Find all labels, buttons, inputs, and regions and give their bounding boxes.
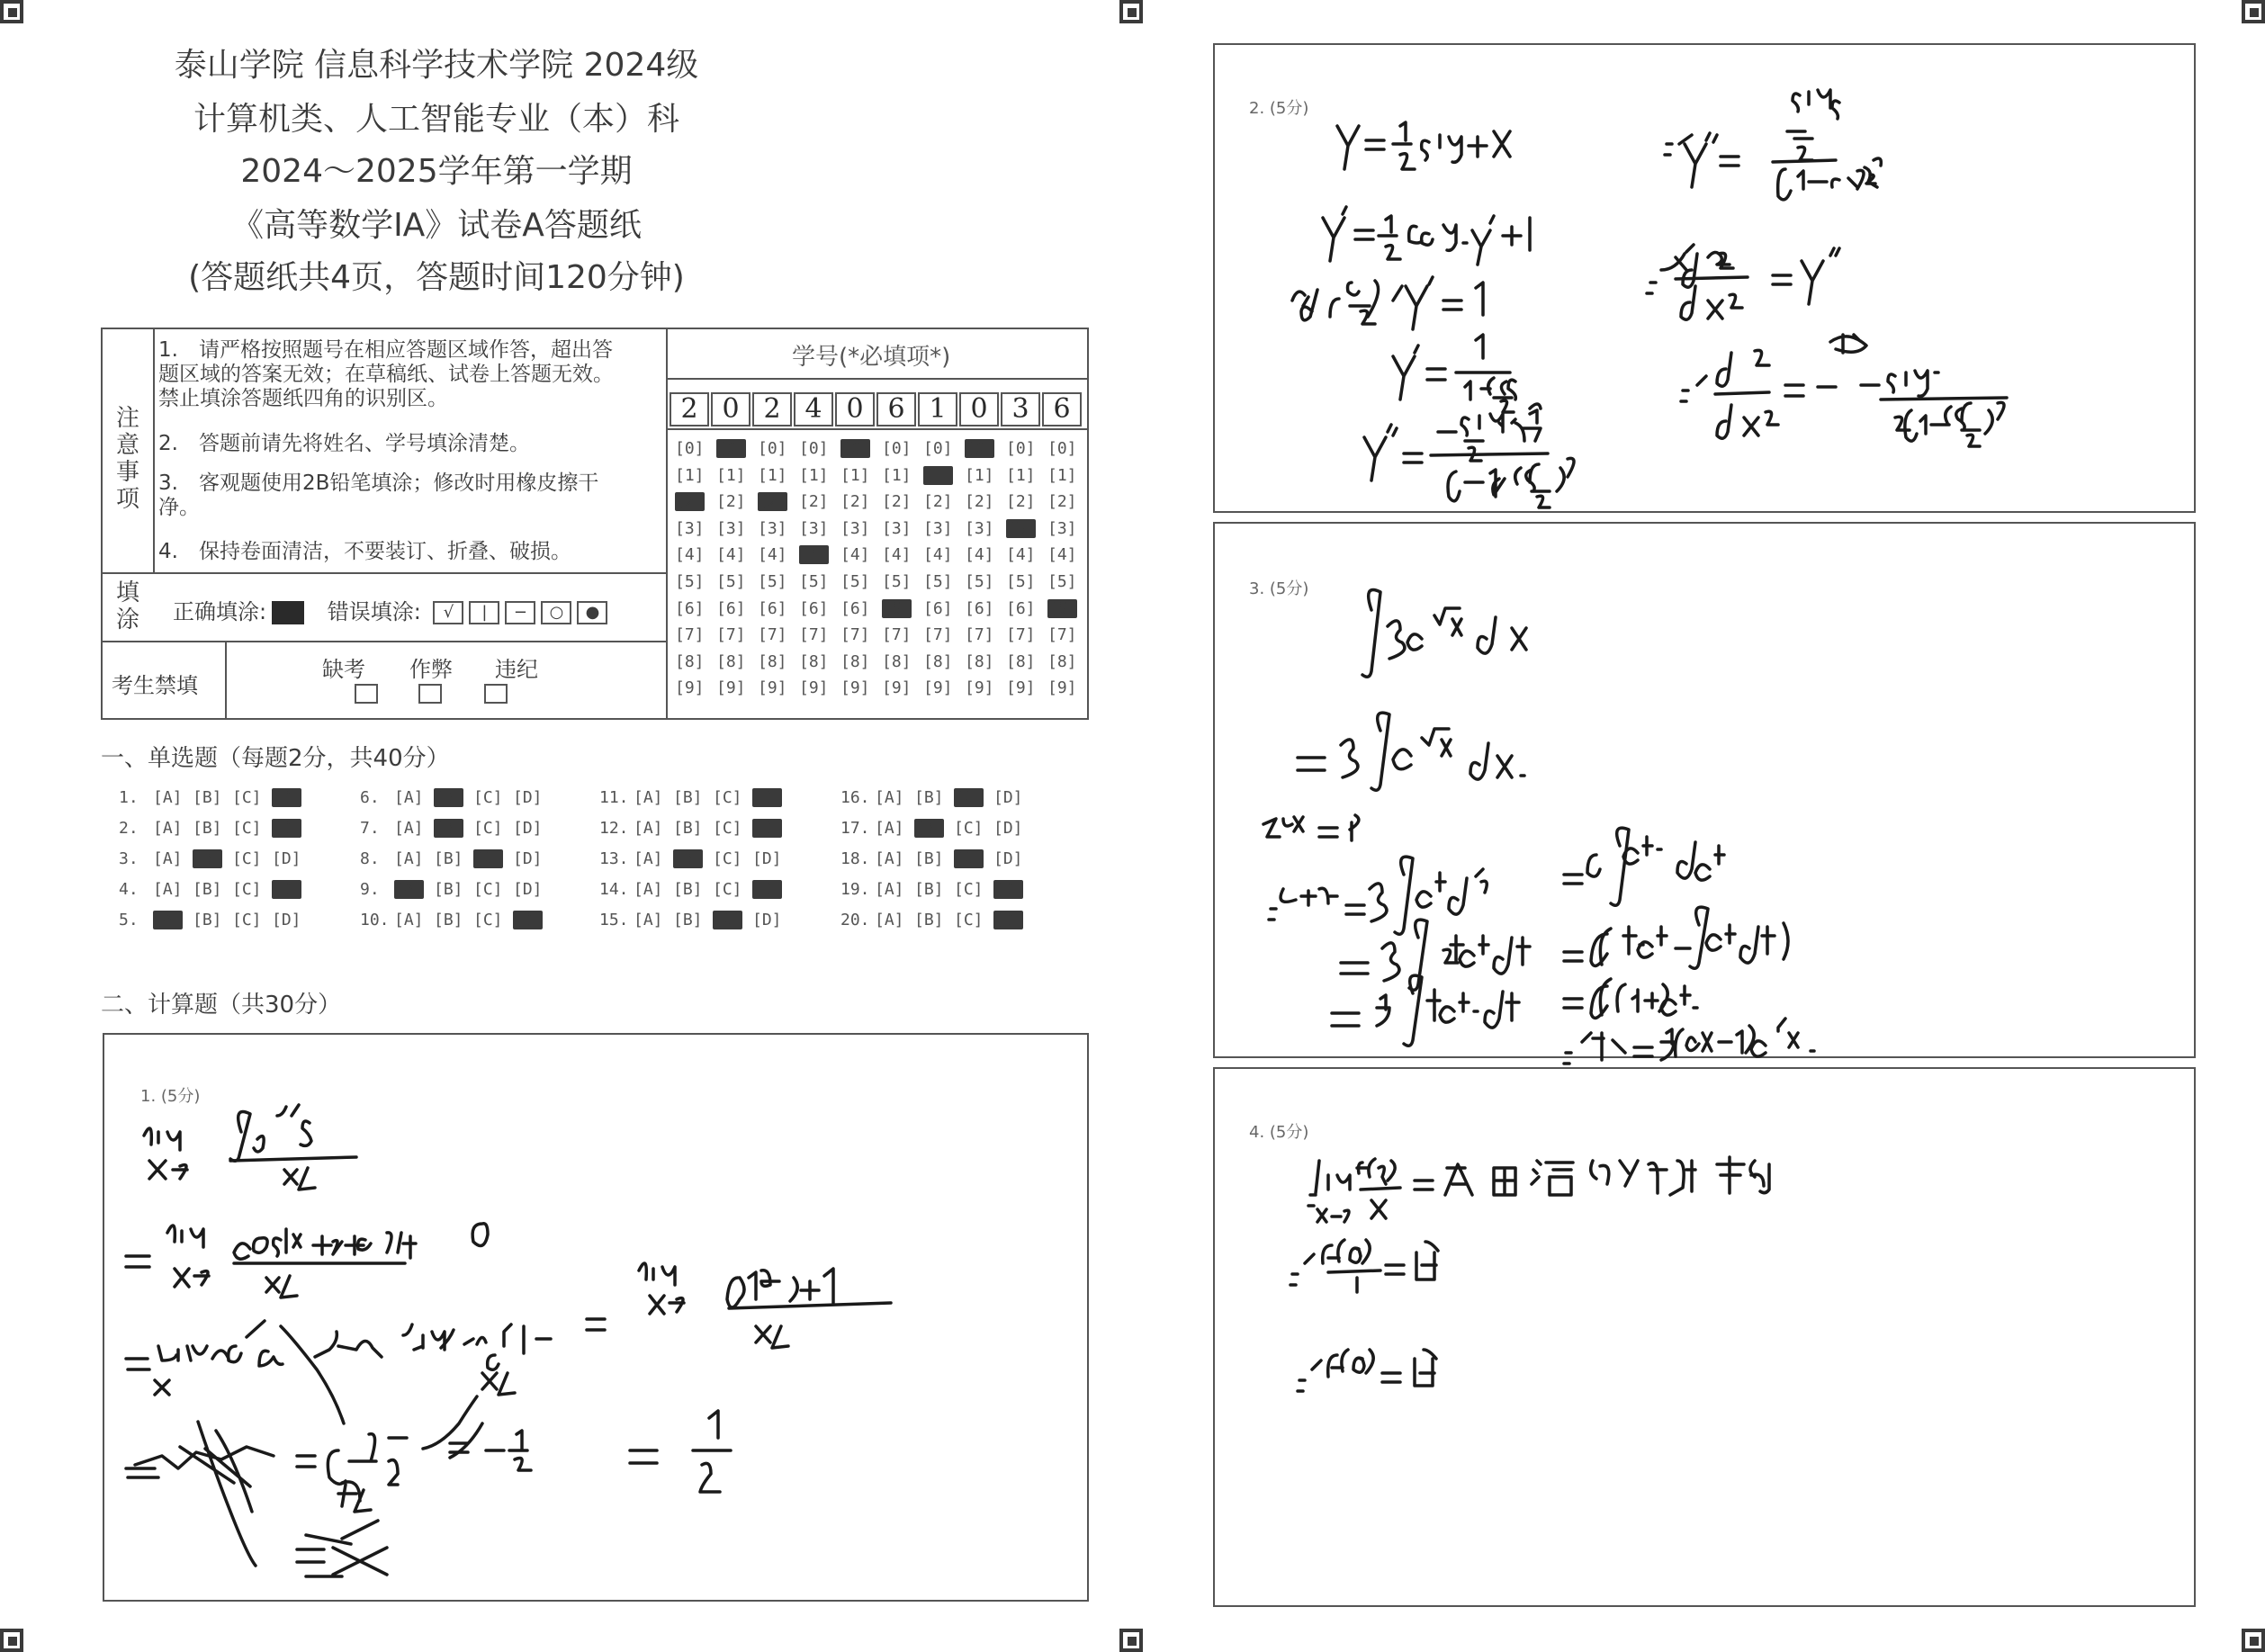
mcq-option-a[interactable]: [A] [875,819,904,838]
mcq-option-c[interactable]: [C] [954,911,984,929]
wrong-fill-label: 错误填涂: [327,599,421,624]
answer-box-3-label: 3. (5分) [1249,579,1309,598]
mcq-number: 11. [599,788,629,807]
mcq-number: 10. [360,911,390,929]
student-id-bubble[interactable]: [8] [1006,651,1036,671]
mcq-option-c[interactable]: [C] [713,819,742,838]
mcq-option-b[interactable]: [B] [914,880,944,899]
mcq-option-c[interactable]: [C] [954,788,984,807]
student-id-bubble[interactable]: [5] [840,572,870,591]
student-id-bubble[interactable]: [8] [758,651,787,671]
student-id-digit[interactable]: 3 [1001,392,1040,426]
student-id-bubble[interactable]: [7] [1047,625,1077,645]
mcq-option-c[interactable]: [C] [473,819,503,838]
mcq-option-a[interactable]: [A] [394,849,424,868]
student-id-bubble[interactable]: [0] [965,439,994,458]
absent-label: 缺考 [322,657,365,682]
mcq-option-c[interactable]: [C] [954,849,984,868]
mcq-option-c[interactable]: [C] [713,880,742,899]
mcq-number: 13. [599,849,629,868]
student-id-bubble[interactable]: [0] [758,439,787,458]
student-id-bubble[interactable]: [2] [675,492,705,512]
mcq-option-a[interactable]: [A] [153,849,183,868]
answer-box-2[interactable] [1213,43,2196,513]
student-id-bubble[interactable]: [0] [799,439,829,458]
answer-box-1[interactable] [103,1033,1089,1602]
student-id-bubble[interactable]: [4] [716,545,746,565]
student-id-bubble[interactable]: [4] [840,545,870,565]
student-id-bubble[interactable]: [3] [758,518,787,538]
header-college: 泰山学院 信息科学技术学院 2024级 [174,47,699,84]
mcq-option-b[interactable]: [B] [914,819,944,838]
mcq-option-b[interactable]: [B] [673,880,703,899]
mcq-option-d[interactable]: [D] [513,911,543,929]
student-id-bubble[interactable]: [4] [758,545,787,565]
mcq-option-a[interactable]: [A] [634,911,663,929]
wrong-mark-check: √ [433,601,463,624]
student-id-bubble[interactable]: [6] [840,598,870,618]
student-id-bubble[interactable]: [5] [965,572,994,591]
notice-item-4: 4. 保持卷面清洁，不要装订、折叠、破损。 [158,540,571,563]
mcq-number: 18. [840,849,870,868]
student-id-bubble[interactable]: [1] [675,465,705,485]
mcq-option-b[interactable]: [B] [914,849,944,868]
student-id-bubble[interactable]: [0] [1047,439,1077,458]
student-id-bubble[interactable]: [5] [716,572,746,591]
student-id-bubble[interactable]: [5] [1006,572,1036,591]
mcq-option-a[interactable]: [A] [875,788,904,807]
mcq-option-b[interactable]: [B] [434,788,463,807]
student-id-bubble[interactable]: [7] [758,625,787,645]
wrong-mark-dash: − [505,601,535,624]
mcq-option-c[interactable]: [C] [473,880,503,899]
student-id-bubble[interactable]: [4] [1047,545,1077,565]
corner-marker-top-center [1119,0,1143,23]
mcq-option-c[interactable]: [C] [232,849,262,868]
corner-marker-bottom-center [1119,1629,1143,1652]
answer-box-2-label: 2. (5分) [1249,99,1309,118]
mcq-option-c[interactable]: [C] [232,788,262,807]
student-id-bubble[interactable]: [6] [1047,598,1077,618]
mcq-option-d[interactable]: [D] [272,880,301,899]
mcq-option-b[interactable]: [B] [434,819,463,838]
mcq-option-d[interactable]: [D] [993,911,1023,929]
mcq-option-b[interactable]: [B] [193,849,222,868]
notice-item-3: 3. 客观题使用2B铅笔填涂；修改时用橡皮擦干净。 [158,471,599,519]
student-id-bubble[interactable]: [1] [716,465,746,485]
student-id-bubble[interactable]: [0] [1006,439,1036,458]
student-id-digit[interactable]: 0 [959,392,999,426]
mcq-option-b[interactable]: [B] [193,911,222,929]
header-info: (答题纸共4页，答题时间120分钟) [188,259,685,296]
student-id-bubble[interactable]: [6] [675,598,705,618]
student-id-bubble[interactable]: [7] [882,625,912,645]
exam-status-label: 考生禁填 [112,673,198,698]
student-id-bubble[interactable]: [7] [840,625,870,645]
mcq-option-d[interactable]: [D] [752,880,782,899]
student-id-bubble[interactable]: [7] [923,625,953,645]
student-id-digit[interactable]: 0 [711,392,751,426]
mcq-option-d[interactable]: [D] [752,911,782,929]
student-id-bubble[interactable]: [4] [923,545,953,565]
mcq-number: 20. [840,911,870,929]
mcq-option-a[interactable]: [A] [394,911,424,929]
mcq-option-d[interactable]: [D] [993,849,1023,868]
mcq-option-b[interactable]: [B] [193,819,222,838]
student-id-title: 学号(*必填项*) [792,344,951,371]
student-id-bubble[interactable]: [5] [758,572,787,591]
mcq-number: 6. [360,788,380,807]
header-major: 计算机类、人工智能专业（本）科 [193,101,679,138]
answer-box-3[interactable] [1213,522,2196,1058]
student-id-bubble[interactable]: [5] [882,572,912,591]
correct-fill-label: 正确填涂: [173,599,267,624]
student-id-digit[interactable]: 2 [752,392,792,426]
mcq-option-d[interactable]: [D] [752,819,782,838]
notice-item-2: 2. 答题前请先将姓名、学号填涂清楚。 [158,432,530,455]
student-id-bubble[interactable]: [0] [716,439,746,458]
student-id-bubble[interactable]: [7] [716,625,746,645]
mcq-option-a[interactable]: [A] [634,788,663,807]
mcq-option-b[interactable]: [B] [914,911,944,929]
answer-box-4-label: 4. (5分) [1249,1123,1309,1142]
mcq-option-a[interactable]: [A] [875,880,904,899]
mcq-number: 5. [119,911,139,929]
student-id-bubble[interactable]: [6] [799,598,829,618]
student-id-bubble[interactable]: [0] [882,439,912,458]
mcq-option-b[interactable]: [B] [193,788,222,807]
mcq-number: 1. [119,788,139,807]
mcq-option-d[interactable]: [D] [513,880,543,899]
student-id-bubble[interactable]: [1] [923,465,953,485]
student-id-digit[interactable]: 1 [918,392,957,426]
mcq-option-d[interactable]: [D] [272,849,301,868]
mcq-number: 16. [840,788,870,807]
corner-marker-bottom-left [0,1629,23,1652]
student-id-bubble[interactable]: [9] [1047,678,1077,698]
student-id-bubble[interactable]: [2] [965,492,994,512]
notice-item-1: 1. 请严格按照题号在相应答题区域作答，超出答题区域的答案无效；在草稿纸、试卷上答题无效。禁止填涂答题纸四角的识别区。 [158,338,614,410]
mcq-option-b[interactable]: [B] [193,880,222,899]
student-id-bubble[interactable]: [3] [882,518,912,538]
student-id-digit[interactable]: 2 [670,392,709,426]
mcq-option-d[interactable]: [D] [752,849,782,868]
mcq-option-c[interactable]: [C] [232,819,262,838]
student-id-bubble[interactable]: [6] [923,598,953,618]
student-id-bubble[interactable]: [0] [840,439,870,458]
student-id-bubble[interactable]: [7] [799,625,829,645]
student-id-bubble[interactable]: [8] [1047,651,1077,671]
student-id-bubble[interactable]: [2] [1047,492,1077,512]
corner-marker-top-left [0,0,23,23]
student-id-digit[interactable]: 0 [835,392,875,426]
mcq-option-a[interactable]: [A] [634,819,663,838]
student-id-bubble[interactable]: [6] [1006,598,1036,618]
mcq-number: 3. [119,849,139,868]
mcq-option-d[interactable]: [D] [272,788,301,807]
student-id-bubble[interactable]: [6] [758,598,787,618]
mcq-option-a[interactable]: [A] [634,880,663,899]
cheat-label: 作弊 [409,657,453,682]
student-id-bubble[interactable]: [4] [882,545,912,565]
student-id-bubble[interactable]: [4] [675,545,705,565]
mcq-option-a[interactable]: [A] [875,849,904,868]
student-id-bubble[interactable]: [5] [1047,572,1077,591]
student-id-bubble[interactable]: [6] [882,598,912,618]
mcq-number: 9. [360,880,380,899]
section1-title: 一、单选题（每题2分，共40分） [101,745,450,772]
student-id-bubble[interactable]: [2] [799,492,829,512]
student-id-bubble[interactable]: [3] [840,518,870,538]
mcq-option-c[interactable]: [C] [713,788,742,807]
student-id-bubble[interactable]: [7] [675,625,705,645]
wrong-mark-circle: ○ [541,601,571,624]
mcq-number: 15. [599,911,629,929]
violation-checkbox[interactable] [484,684,508,704]
student-id-bubble[interactable]: [8] [675,651,705,671]
student-id-bubble[interactable]: [0] [675,439,705,458]
mcq-option-b[interactable]: [B] [434,880,463,899]
mcq-option-a[interactable]: [A] [153,819,183,838]
answer-box-4[interactable] [1213,1067,2196,1607]
student-id-bubble[interactable]: [7] [1006,625,1036,645]
mcq-number: 14. [599,880,629,899]
mcq-option-a[interactable]: [A] [875,911,904,929]
student-id-bubble[interactable]: [1] [840,465,870,485]
student-id-bubble[interactable]: [8] [923,651,953,671]
student-id-bubble[interactable]: [9] [965,678,994,698]
mcq-option-b[interactable]: [B] [673,849,703,868]
student-id-bubble[interactable]: [3] [1006,518,1036,538]
violation-label: 违纪 [495,657,538,682]
student-id-bubble[interactable]: [3] [965,518,994,538]
student-id-bubble[interactable]: [2] [840,492,870,512]
student-id-bubble[interactable]: [2] [716,492,746,512]
answer-box-1-label: 1. (5分) [140,1087,201,1106]
notice-side-label: 注意事项 [115,405,139,513]
mcq-number: 4. [119,880,139,899]
mcq-number: 17. [840,819,870,838]
student-id-bubble[interactable]: [5] [675,572,705,591]
student-id-bubble[interactable]: [5] [799,572,829,591]
student-id-bubble[interactable]: [8] [840,651,870,671]
mcq-option-a[interactable]: [A] [153,788,183,807]
student-id-bubble[interactable]: [4] [965,545,994,565]
student-id-bubble[interactable]: [5] [923,572,953,591]
student-id-bubble[interactable]: [9] [840,678,870,698]
mcq-option-d[interactable]: [D] [513,788,543,807]
mcq-number: 7. [360,819,380,838]
mcq-option-d[interactable]: [D] [993,880,1023,899]
student-id-bubble[interactable]: [3] [923,518,953,538]
mcq-option-b[interactable]: [B] [914,788,944,807]
corner-marker-bottom-right [2242,1629,2265,1652]
mcq-number: 19. [840,880,870,899]
fill-example [173,594,607,625]
mcq-option-d[interactable]: [D] [993,819,1023,838]
mcq-option-a[interactable]: [A] [153,911,183,929]
mcq-option-b[interactable]: [B] [673,819,703,838]
student-id-bubble[interactable]: [0] [923,439,953,458]
mcq-option-d[interactable]: [D] [993,788,1023,807]
cheat-checkbox[interactable] [418,684,442,704]
student-id-digit[interactable]: 6 [876,392,916,426]
mcq-number: 12. [599,819,629,838]
mcq-option-b[interactable]: [B] [434,849,463,868]
mcq-option-d[interactable]: [D] [513,819,543,838]
mcq-option-c[interactable]: [C] [232,880,262,899]
student-id-bubble[interactable]: [3] [799,518,829,538]
mcq-option-b[interactable]: [B] [673,788,703,807]
wrong-mark-bar: | [469,601,499,624]
mcq-option-c[interactable]: [C] [954,819,984,838]
mcq-number: 8. [360,849,380,868]
mcq-option-c[interactable]: [C] [232,911,262,929]
student-id-bubble[interactable]: [2] [1006,492,1036,512]
student-id-bubble[interactable]: [9] [1006,678,1036,698]
mcq-option-c[interactable]: [C] [713,849,742,868]
student-id-bubble[interactable]: [6] [716,598,746,618]
student-id-bubble[interactable]: [8] [965,651,994,671]
mcq-option-d[interactable]: [D] [513,849,543,868]
student-id-bubble[interactable]: [9] [799,678,829,698]
mcq-option-a[interactable]: [A] [394,819,424,838]
student-id-bubble[interactable]: [3] [1047,518,1077,538]
student-id-bubble[interactable]: [8] [716,651,746,671]
student-id-bubble[interactable]: [1] [1047,465,1077,485]
corner-marker-top-right [2242,0,2265,23]
mcq-option-a[interactable]: [A] [153,880,183,899]
mcq-option-c[interactable]: [C] [713,911,742,929]
student-id-bubble[interactable]: [9] [675,678,705,698]
header-term: 2024～2025学年第一学期 [240,153,633,190]
student-id-bubble[interactable]: [4] [799,545,829,565]
student-id-bubble[interactable]: [9] [716,678,746,698]
mcq-number: 2. [119,819,139,838]
mcq-option-b[interactable]: [B] [673,911,703,929]
student-id-bubble[interactable]: [1] [758,465,787,485]
student-id-bubble[interactable]: [8] [799,651,829,671]
mcq-option-c[interactable]: [C] [473,911,503,929]
mcq-option-c[interactable]: [C] [473,788,503,807]
student-id-bubble[interactable]: [3] [716,518,746,538]
student-id-bubble[interactable]: [7] [965,625,994,645]
mcq-option-a[interactable]: [A] [634,849,663,868]
mcq-option-b[interactable]: [B] [434,911,463,929]
mcq-option-c[interactable]: [C] [954,880,984,899]
student-id-digit[interactable]: 4 [794,392,833,426]
student-id-bubble[interactable]: [1] [882,465,912,485]
correct-fill-swatch [272,601,304,624]
student-id-bubble[interactable]: [1] [1006,465,1036,485]
student-id-bubble[interactable]: [6] [965,598,994,618]
mcq-option-a[interactable]: [A] [394,880,424,899]
wrong-mark-dot: ● [577,601,607,624]
student-id-bubble[interactable]: [8] [882,651,912,671]
mcq-option-a[interactable]: [A] [394,788,424,807]
absent-checkbox[interactable] [355,684,378,704]
mcq-option-d[interactable]: [D] [272,819,301,838]
header-course: 《高等数学IA》试卷A答题纸 [231,207,642,244]
student-id-digit[interactable]: 6 [1042,392,1082,426]
mcq-option-c[interactable]: [C] [473,849,503,868]
student-id-bubble[interactable]: [3] [675,518,705,538]
student-id-bubble[interactable]: [2] [882,492,912,512]
student-id-bubble[interactable]: [9] [882,678,912,698]
section2-title: 二、计算题（共30分） [101,992,342,1019]
student-id-bubble[interactable]: [2] [758,492,787,512]
fill-side-label: 填涂 [115,579,139,633]
student-id-bubble[interactable]: [1] [965,465,994,485]
student-id-bubble[interactable]: [9] [758,678,787,698]
student-id-bubble[interactable]: [9] [923,678,953,698]
student-id-bubble[interactable]: [1] [799,465,829,485]
mcq-option-d[interactable]: [D] [272,911,301,929]
student-id-bubble[interactable]: [2] [923,492,953,512]
student-id-bubble[interactable]: [4] [1006,545,1036,565]
mcq-option-d[interactable]: [D] [752,788,782,807]
